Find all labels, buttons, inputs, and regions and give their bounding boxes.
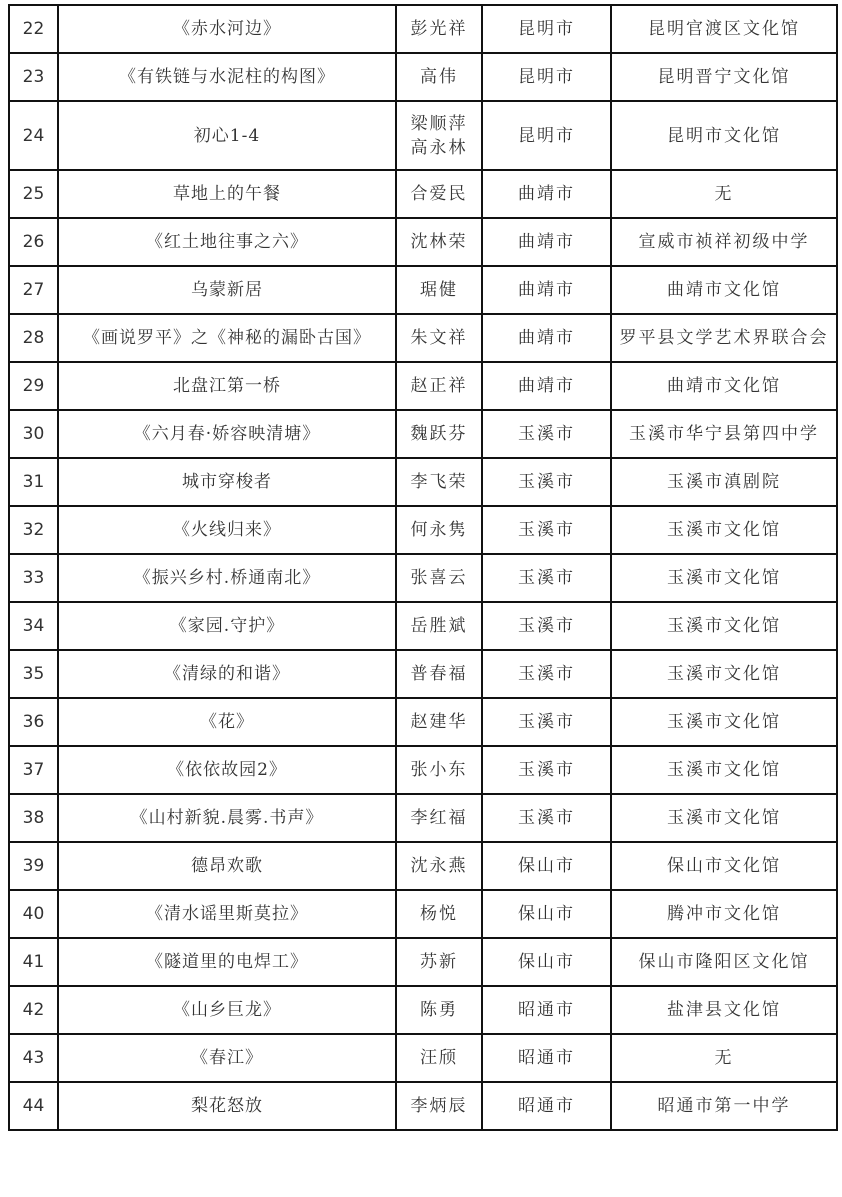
city: 玉溪市 — [482, 698, 611, 746]
city: 昭通市 — [482, 1082, 611, 1130]
table-row — [9, 218, 837, 266]
table-row — [9, 554, 837, 602]
row-number: 29 — [9, 362, 58, 410]
author-cell — [396, 794, 482, 842]
author-name: 杨悦 — [420, 904, 458, 924]
author-cell — [396, 842, 482, 890]
author-name: 赵正祥 — [410, 376, 468, 396]
work-title: 《山村新貌.晨雾.书声》 — [58, 794, 396, 842]
work-unit: 玉溪市文化馆 — [611, 506, 837, 554]
work-unit: 玉溪市文化馆 — [611, 554, 837, 602]
city: 曲靖市 — [482, 218, 611, 266]
work-unit: 盐津县文化馆 — [611, 986, 837, 1034]
table-row — [9, 1082, 837, 1130]
table-row — [9, 170, 837, 218]
row-number: 23 — [9, 53, 58, 101]
author-name: 李飞荣 — [410, 472, 468, 492]
author-name: 沈林荣 — [410, 232, 468, 252]
city: 曲靖市 — [482, 314, 611, 362]
author-name: 彭光祥 — [410, 19, 468, 39]
author-cell — [396, 218, 482, 266]
table-row — [9, 266, 837, 314]
city: 玉溪市 — [482, 554, 611, 602]
author-name: 何永隽 — [410, 520, 468, 540]
city: 玉溪市 — [482, 794, 611, 842]
row-number: 24 — [9, 101, 58, 170]
city: 曲靖市 — [482, 170, 611, 218]
author-cell — [396, 314, 482, 362]
work-title: 北盘江第一桥 — [58, 362, 396, 410]
work-unit: 无 — [611, 1034, 837, 1082]
table-row — [9, 938, 837, 986]
city: 保山市 — [482, 938, 611, 986]
city: 玉溪市 — [482, 458, 611, 506]
author-name: 张小东 — [410, 760, 468, 780]
work-unit: 玉溪市华宁县第四中学 — [611, 410, 837, 458]
author-name: 苏新 — [420, 952, 458, 972]
work-title: 《振兴乡村.桥通南北》 — [58, 554, 396, 602]
work-unit: 玉溪市滇剧院 — [611, 458, 837, 506]
works-table — [8, 4, 838, 1131]
author-cell — [396, 1034, 482, 1082]
author-cell — [396, 986, 482, 1034]
author-name: 高伟 — [420, 67, 458, 87]
work-title: 《火线归来》 — [58, 506, 396, 554]
author-name: 普春福 — [410, 664, 468, 684]
table-row — [9, 53, 837, 101]
author-cell — [396, 410, 482, 458]
row-number: 35 — [9, 650, 58, 698]
work-title: 《六月春·娇容映清塘》 — [58, 410, 396, 458]
work-unit: 保山市隆阳区文化馆 — [611, 938, 837, 986]
row-number: 42 — [9, 986, 58, 1034]
row-number: 25 — [9, 170, 58, 218]
row-number: 36 — [9, 698, 58, 746]
author-name: 张喜云 — [410, 568, 468, 588]
work-title: 《春江》 — [58, 1034, 396, 1082]
row-number: 44 — [9, 1082, 58, 1130]
city: 昆明市 — [482, 53, 611, 101]
work-title: 《清水谣里斯莫拉》 — [58, 890, 396, 938]
author-name: 汪颀 — [420, 1048, 458, 1068]
work-title: 《山乡巨龙》 — [58, 986, 396, 1034]
author-cell — [396, 458, 482, 506]
author-name: 岳胜斌 — [410, 616, 468, 636]
work-unit: 昆明官渡区文化馆 — [611, 5, 837, 53]
city: 保山市 — [482, 842, 611, 890]
author-name: 李炳辰 — [410, 1096, 468, 1116]
work-unit: 玉溪市文化馆 — [611, 650, 837, 698]
work-title: 草地上的午餐 — [58, 170, 396, 218]
author-name: 沈永燕 — [410, 856, 468, 876]
author-name: 合爱民 — [410, 184, 468, 204]
work-title: 《依依故园2》 — [58, 746, 396, 794]
work-unit: 保山市文化馆 — [611, 842, 837, 890]
author-cell — [396, 170, 482, 218]
table-row — [9, 986, 837, 1034]
work-title: 《红土地往事之六》 — [58, 218, 396, 266]
work-title: 德昂欢歌 — [58, 842, 396, 890]
work-unit: 宣威市祯祥初级中学 — [611, 218, 837, 266]
city: 玉溪市 — [482, 506, 611, 554]
row-number: 22 — [9, 5, 58, 53]
work-unit: 昆明市文化馆 — [611, 101, 837, 170]
row-number: 38 — [9, 794, 58, 842]
author-name: 朱文祥 — [410, 328, 468, 348]
city: 保山市 — [482, 890, 611, 938]
author-name: 陈勇 — [420, 1000, 458, 1020]
table-row — [9, 5, 837, 53]
table-row — [9, 506, 837, 554]
city: 玉溪市 — [482, 602, 611, 650]
row-number: 43 — [9, 1034, 58, 1082]
table-row — [9, 650, 837, 698]
work-unit: 罗平县文学艺术界联合会 — [611, 314, 837, 362]
city: 玉溪市 — [482, 410, 611, 458]
table-row — [9, 362, 837, 410]
author-name: 高永林 — [410, 137, 468, 158]
row-number: 39 — [9, 842, 58, 890]
row-number: 33 — [9, 554, 58, 602]
author-cell — [396, 890, 482, 938]
work-unit: 玉溪市文化馆 — [611, 794, 837, 842]
table-row — [9, 410, 837, 458]
author-cell — [396, 506, 482, 554]
author-cell — [396, 101, 482, 170]
city: 昆明市 — [482, 101, 611, 170]
work-title: 《隧道里的电焊工》 — [58, 938, 396, 986]
work-unit: 玉溪市文化馆 — [611, 602, 837, 650]
table-row — [9, 890, 837, 938]
table-body — [9, 5, 837, 1130]
work-unit: 玉溪市文化馆 — [611, 698, 837, 746]
author-name: 琚健 — [420, 280, 458, 300]
author-cell — [396, 1082, 482, 1130]
city: 昭通市 — [482, 986, 611, 1034]
author-cell — [396, 746, 482, 794]
work-title: 《赤水河边》 — [58, 5, 396, 53]
author-cell — [396, 53, 482, 101]
work-unit: 玉溪市文化馆 — [611, 746, 837, 794]
work-title: 乌蒙新居 — [58, 266, 396, 314]
row-number: 30 — [9, 410, 58, 458]
row-number: 28 — [9, 314, 58, 362]
row-number: 32 — [9, 506, 58, 554]
table-row — [9, 1034, 837, 1082]
author-name: 梁顺萍 — [410, 113, 468, 134]
table-row — [9, 746, 837, 794]
work-title: 梨花怒放 — [58, 1082, 396, 1130]
work-unit: 腾冲市文化馆 — [611, 890, 837, 938]
work-title: 《有铁链与水泥柱的构图》 — [58, 53, 396, 101]
row-number: 40 — [9, 890, 58, 938]
work-unit: 昭通市第一中学 — [611, 1082, 837, 1130]
author-name: 李红福 — [410, 808, 468, 828]
row-number: 37 — [9, 746, 58, 794]
city: 昭通市 — [482, 1034, 611, 1082]
author-cell — [396, 5, 482, 53]
work-unit: 昆明晋宁文化馆 — [611, 53, 837, 101]
author-cell — [396, 698, 482, 746]
work-title: 《花》 — [58, 698, 396, 746]
row-number: 34 — [9, 602, 58, 650]
work-title: 初心1-4 — [58, 101, 396, 170]
table-row — [9, 698, 837, 746]
work-unit: 曲靖市文化馆 — [611, 266, 837, 314]
table-row — [9, 458, 837, 506]
author-name: 魏跃芬 — [410, 424, 468, 444]
author-cell — [396, 554, 482, 602]
row-number: 26 — [9, 218, 58, 266]
table-row — [9, 794, 837, 842]
work-title: 《画说罗平》之《神秘的漏卧古国》 — [58, 314, 396, 362]
author-name: 赵建华 — [410, 712, 468, 732]
city: 玉溪市 — [482, 650, 611, 698]
work-title: 《家园.守护》 — [58, 602, 396, 650]
work-title: 《清绿的和谐》 — [58, 650, 396, 698]
city: 曲靖市 — [482, 362, 611, 410]
work-title: 城市穿梭者 — [58, 458, 396, 506]
table-row — [9, 314, 837, 362]
city: 曲靖市 — [482, 266, 611, 314]
author-cell — [396, 650, 482, 698]
table-row — [9, 602, 837, 650]
row-number: 27 — [9, 266, 58, 314]
work-unit: 无 — [611, 170, 837, 218]
table-row — [9, 101, 837, 170]
author-cell — [396, 938, 482, 986]
author-cell — [396, 266, 482, 314]
row-number: 41 — [9, 938, 58, 986]
author-cell — [396, 602, 482, 650]
author-cell — [396, 362, 482, 410]
city: 昆明市 — [482, 5, 611, 53]
table-row — [9, 842, 837, 890]
work-unit: 曲靖市文化馆 — [611, 362, 837, 410]
row-number: 31 — [9, 458, 58, 506]
city: 玉溪市 — [482, 746, 611, 794]
